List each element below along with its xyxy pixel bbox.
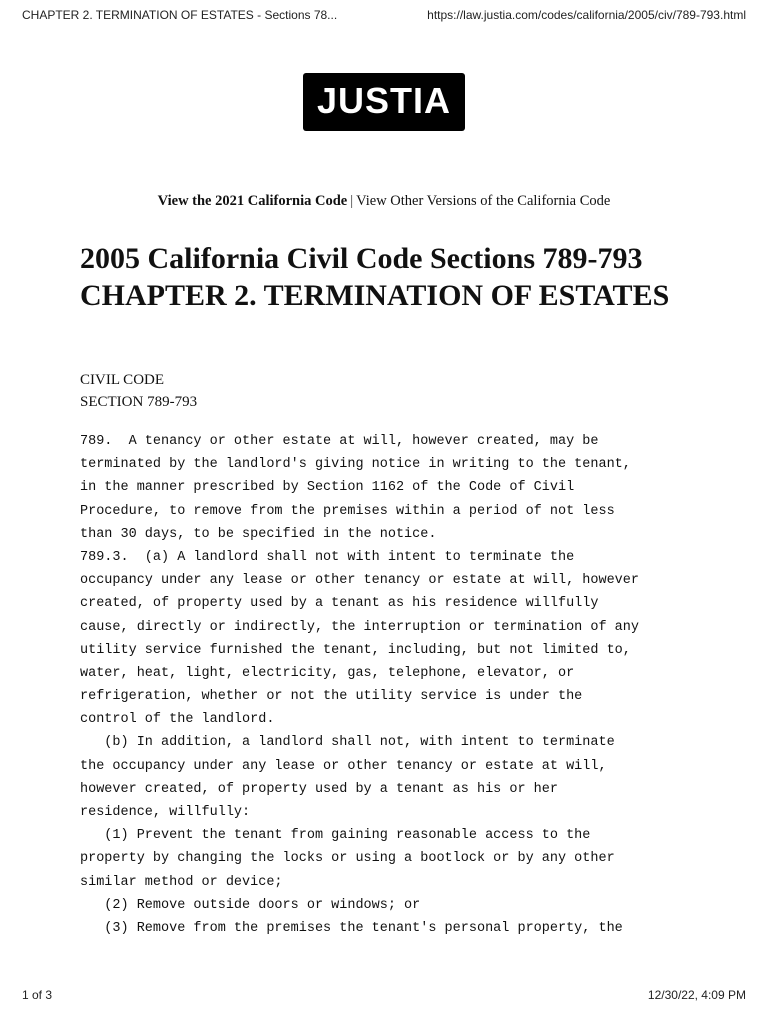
print-header bbox=[22, 8, 746, 26]
statute-line: than 30 days, to be specified in the notice. bbox=[80, 526, 437, 542]
version-links bbox=[0, 193, 768, 210]
page-title: 2005 California Civil Code Sections 789-793 CHAPTER 2. TERMINATION OF ESTATES bbox=[80, 242, 670, 312]
statute-line: (b) In addition, a landlord shall not, with intent to terminate bbox=[80, 735, 615, 751]
statute-text bbox=[80, 430, 698, 950]
statute-line: terminated by the landlord's giving notice in writing to the tenant, bbox=[80, 457, 631, 473]
print-datetime: 12/30/22, 4:09 PM bbox=[647, 988, 746, 1002]
statute-line: in the manner prescribed by Section 1162 of the Code of Civil bbox=[80, 480, 575, 496]
statute-line: water, heat, light, electricity, gas, telephone, elevator, or bbox=[80, 665, 575, 681]
statute-line: created, of property used by a tenant as his residence willfully bbox=[80, 596, 599, 612]
print-header-title: CHAPTER 2. TERMINATION OF ESTATES - Sections 78... bbox=[22, 8, 338, 22]
statute-line: refrigeration, whether or not the utility service is under the bbox=[80, 689, 583, 705]
statute-line: 789. A tenancy or other estate at will, however created, may be bbox=[80, 434, 599, 449]
statute-line: (2) Remove outside doors or windows; or bbox=[80, 897, 421, 913]
statute-line: occupancy under any lease or other tenancy or estate at will, however bbox=[80, 573, 639, 589]
code-name: CIVIL CODE bbox=[80, 372, 165, 388]
section-range: SECTION 789-793 bbox=[80, 394, 198, 410]
statute-line: similar method or device; bbox=[80, 874, 283, 890]
statute-line: the occupancy under any lease or other tenancy or estate at will, bbox=[80, 758, 607, 774]
statute-line: cause, directly or indirectly, the interruption or termination of any bbox=[80, 619, 639, 635]
logo-container bbox=[0, 73, 768, 131]
statute-line: control of the landlord. bbox=[80, 712, 275, 728]
current-code-link[interactable]: View the 2021 California Code bbox=[157, 193, 348, 209]
page-count: 1 of 3 bbox=[22, 988, 53, 1002]
other-versions-link[interactable]: View Other Versions of the California Code bbox=[356, 193, 611, 209]
statute-line: 789.3. (a) A landlord shall not with intent to terminate the bbox=[80, 549, 575, 565]
justia-logo[interactable]: JUSTIA bbox=[303, 73, 465, 131]
version-separator: | bbox=[350, 193, 354, 209]
statute-line: property by changing the locks or using a bootlock or by any other bbox=[80, 851, 615, 867]
statute-line: residence, willfully: bbox=[80, 805, 251, 820]
print-footer bbox=[22, 988, 746, 1004]
statute-line: utility service furnished the tenant, including, but not limited to, bbox=[80, 642, 631, 658]
statute-line: Procedure, to remove from the premises within a period of not less bbox=[80, 503, 615, 519]
statute-line: however created, of property used by a tenant as his or her bbox=[80, 781, 558, 797]
statute-line: (3) Remove from the premises the tenant's personal property, the bbox=[80, 920, 623, 936]
print-header-url: https://law.justia.com/codes/california/2005/civ/789-793.html bbox=[427, 8, 746, 22]
code-section-label bbox=[80, 369, 197, 413]
statute-line: (1) Prevent the tenant from gaining reasonable access to the bbox=[80, 828, 591, 844]
